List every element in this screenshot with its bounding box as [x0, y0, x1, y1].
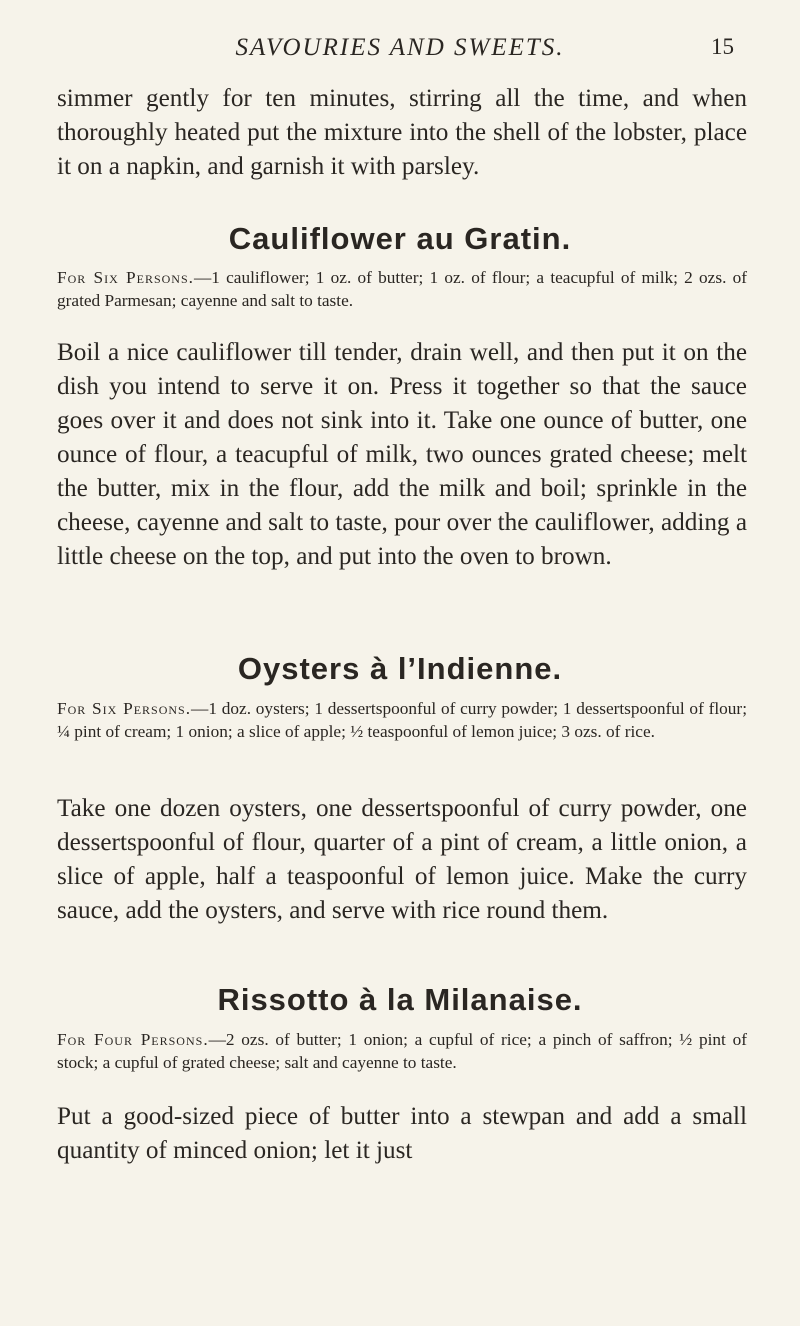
- ingredients-text: —1 doz. oysters; 1 dessertspoonful of curry powder; 1 dessertspoonful of flour; ¼ pint of cream; 1 onion; a slice of apple; ½ teaspoonful of lemon juice; 3 ozs. of rice.: [57, 699, 747, 741]
- serves-label: For Six Persons.: [57, 699, 192, 718]
- recipe-title: Oysters à l’Indienne.: [237, 651, 563, 686]
- running-head: SAVOURIES AND SWEETS.: [235, 34, 565, 61]
- ingredients-list: [57, 1028, 747, 1074]
- ingredients-text: —2 ozs. of butter; 1 onion; a cupful of rice; a pinch of saffron; ½ pint of stock; a cupful of grated cheese; salt and cayenne to taste.: [57, 1030, 747, 1072]
- ingredients-list: [57, 697, 747, 743]
- recipe-title: Rissotto à la Milanaise.: [217, 982, 583, 1017]
- serves-label: For Six Persons.: [57, 268, 194, 287]
- method-paragraph: Take one dozen oysters, one dessertspoonful of curry powder, one dessertspoonful of flour, quarter of a pint of cream, a little onion, a slice of apple, half a teaspoonful of lemon juice. Make the curry sauce, add the oysters, and serve with rice round them.: [57, 795, 747, 924]
- method-paragraph: Boil a nice cauliflower till tender, drain well, and then put it on the dish you intend to serve it on. Press it together so that the sauce goes over it and does not sink into it. Take one ounce of butter, one ounce of flour, a teacupful of milk, two ounces grated cheese; melt the butter, mix in the flour, add the milk and boil; sprinkle in the cheese, cayenne and salt to taste, pour over the cauliflower, adding a little cheese on the top, and put into the oven to brown.: [57, 339, 747, 570]
- method-paragraph: Put a good-sized piece of butter into a stewpan and add a small quantity of minced onion; let it just: [57, 1103, 747, 1164]
- ingredients-list: [57, 266, 747, 312]
- recipe-title: Cauliflower au Gratin.: [228, 221, 572, 256]
- page-number: 15: [711, 34, 734, 59]
- ingredients-text: —1 cauliflower; 1 oz. of butter; 1 oz. of flour; a teacupful of milk; 2 ozs. of grated Parmesan; cayenne and salt to taste.: [57, 268, 748, 310]
- serves-label: For Four Persons.: [57, 1030, 209, 1049]
- continuation-paragraph: simmer gently for ten minutes, stirring all the time, and when thoroughly heated put the mixture into the shell of the lobster, place it on a napkin, and garnish it with parsley.: [57, 85, 747, 180]
